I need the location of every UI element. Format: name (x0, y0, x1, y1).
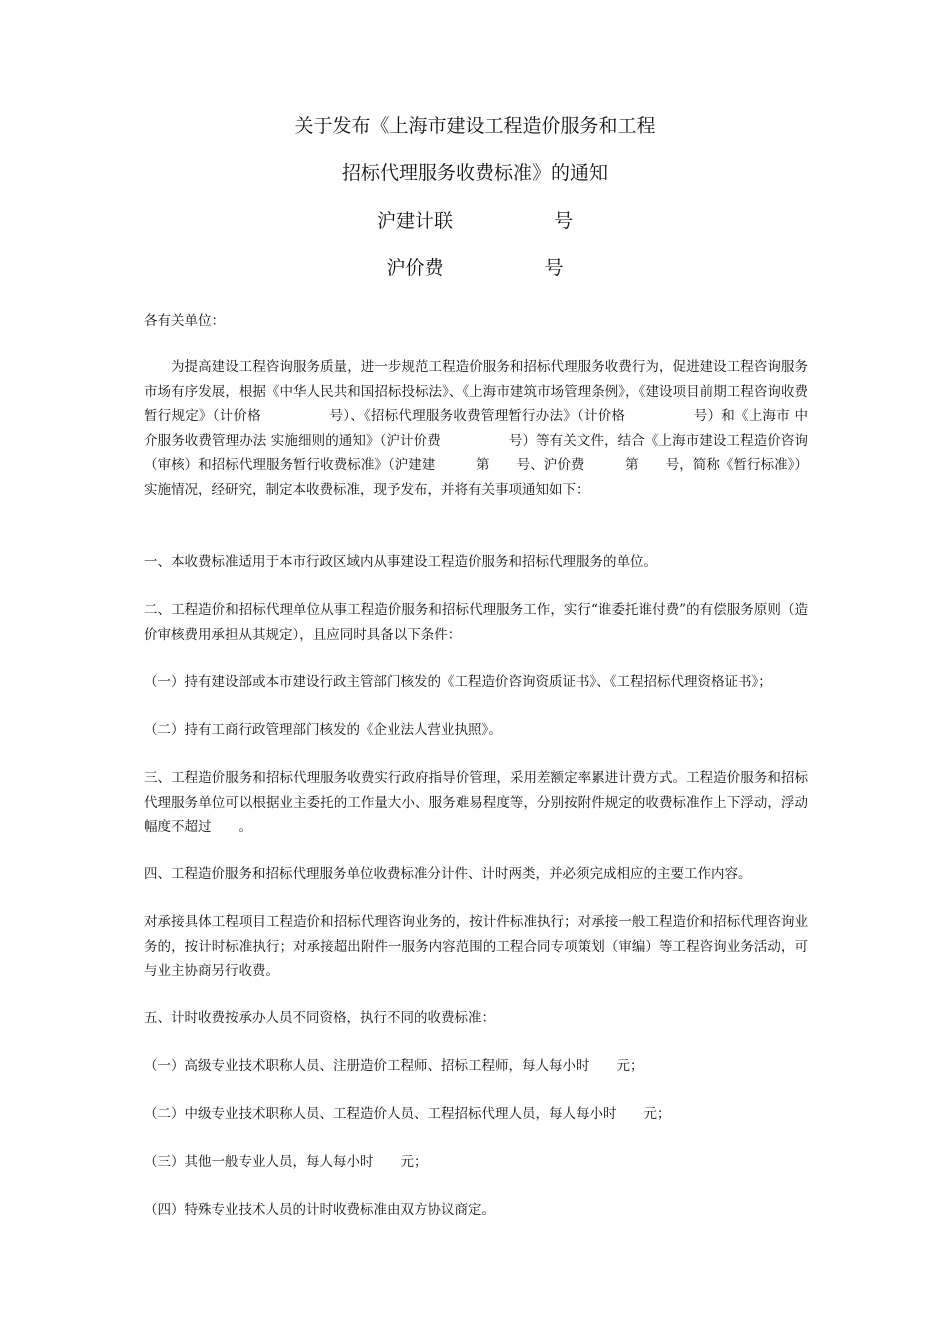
item-5-rate-1: （一）高级专业技术职称人员、注册造价工程师、招标工程师，每人每小时 元； (144, 1058, 644, 1074)
item-5-rate-3: （三）其他一般专业人员，每人每小时 元； (144, 1154, 428, 1170)
intro-paragraph: 为提高建设工程咨询服务质量，进一步规范工程造价服务和招标代理服务收费行为，促进建设工程咨询服务市场有序发展，根据《中华人民共和国招标投标法》、《上海市建筑市场管理条例》，《建设项目前期工程咨询收费暂行规定》（计价格 号）、《招标代理服务收费管理暂行办法》（计价格 号）和《上海市 中介服务收费管理办法 实施细则的通知》（沪计价费 号）等有关文件，结合《上海市建设工程造价咨询（审核）和招标代理服务暂行收费标准》（沪建建 第 号、沪价费 第 号，简称《暂行标准》）实施情况，经研究，制定本收费标准，现予发布，并将有关事项通知如下： (144, 359, 808, 498)
item-5-rate-4: （四）特殊专业技术人员的计时收费标准由双方协议商定。 (144, 1202, 495, 1218)
document-number-1: 沪建计联 号 (376, 210, 574, 232)
document-title-line-1: 关于发布《上海市建设工程造价服务和工程 (294, 115, 656, 137)
item-2-condition-2: （二）持有工商行政管理部门核发的《企业法人营业执照》。 (144, 722, 502, 738)
item-2-condition-1: （一）持有建设部或本市建设行政主管部门核发的《工程造价咨询资质证书》、《工程招标代理资格证书》； (144, 674, 772, 690)
item-5: 五、计时收费按承办人员不同资格，执行不同的收费标准： (144, 1010, 495, 1026)
item-5-rate-2: （二）中级专业技术职称人员、工程造价人员、工程招标代理人员，每人每小时 元； (144, 1106, 671, 1122)
item-4: 四、工程造价服务和招标代理服务单位收费标准分计件、计时两类，并必须完成相应的主要工作内容。 (144, 866, 752, 882)
salutation: 各有关单位： (144, 313, 225, 329)
item-4-detail: 对承接具体工程项目工程造价和招标代理咨询业务的，按计件标准执行；对承接一般工程造价和招标代理咨询业务的，按计时标准执行；对承接超出附件一服务内容范围的工程合同专项策划（审编）等工程咨询业务活动，可与业主协商另行收费。 (144, 914, 808, 979)
item-1: 一、本收费标准适用于本市行政区域内从事建设工程造价服务和招标代理服务的单位。 (144, 554, 657, 570)
document-title-line-2: 招标代理服务收费标准》的通知 (341, 162, 608, 184)
item-2: 二、工程造价和招标代理单位从事工程造价服务和招标代理服务工作，实行“谁委托谁付费”的有偿服务原则（造价审核费用承担从其规定），且应同时具备以下条件： (144, 602, 808, 643)
item-3: 三、工程造价服务和招标代理服务收费实行政府指导价管理，采用差额定率累进计费方式。工程造价服务和招标代理服务单位可以根据业主委托的工作量大小、服务难易程度等，分别按附件规定的收费标准作上下浮动，浮动幅度不超过 。 (144, 770, 808, 835)
document-number-2: 沪价费 号 (386, 257, 564, 279)
